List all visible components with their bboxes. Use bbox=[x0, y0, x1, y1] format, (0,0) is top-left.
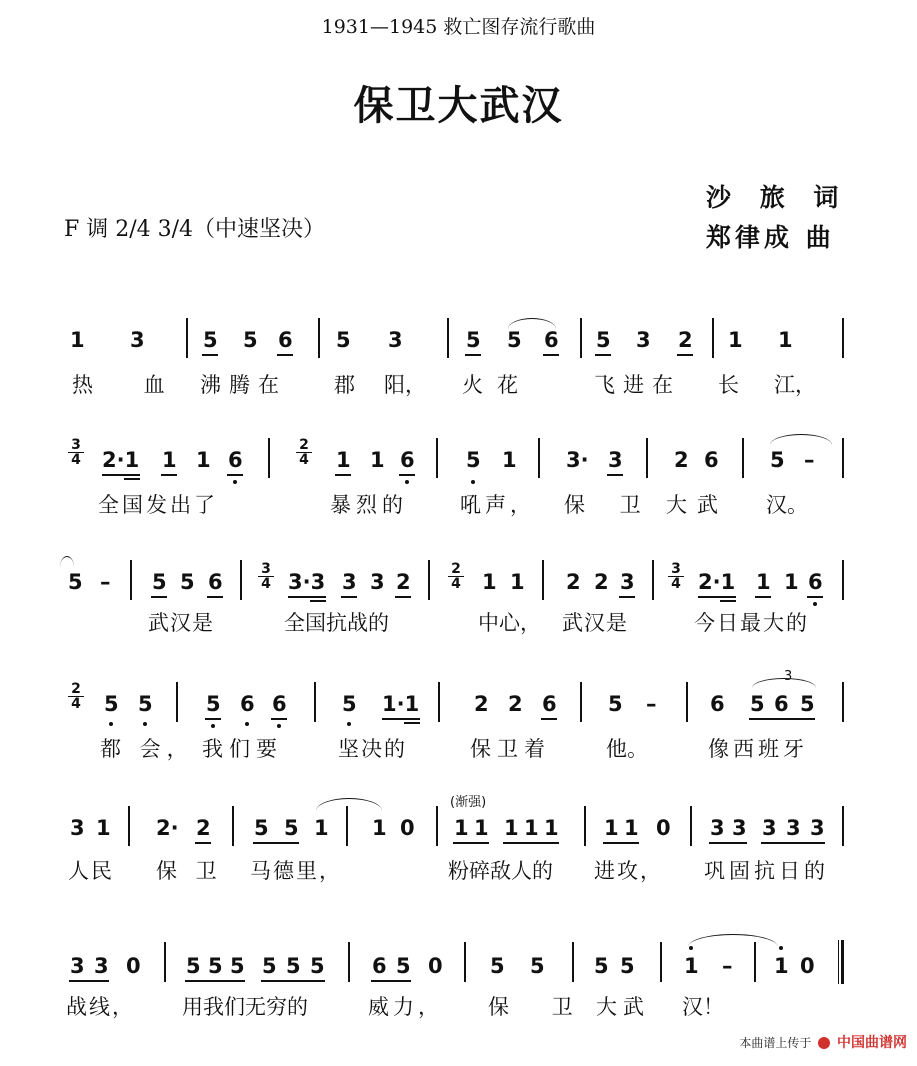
lyric: 人民 bbox=[68, 859, 114, 883]
note: 3 bbox=[70, 816, 85, 840]
lyric: 坚决的 bbox=[338, 737, 407, 761]
lyric: 今日最大的 bbox=[694, 611, 809, 635]
note: 0 bbox=[656, 816, 671, 840]
low-octave-dot bbox=[471, 480, 475, 484]
note: 3 bbox=[70, 954, 85, 978]
footer-watermark bbox=[739, 1032, 907, 1052]
underline bbox=[465, 354, 481, 356]
note: 1 bbox=[314, 816, 329, 840]
note: 1 bbox=[684, 954, 699, 978]
note: 3 bbox=[608, 448, 623, 472]
lyric: 飞进在 bbox=[594, 373, 681, 397]
note: 6 bbox=[240, 692, 255, 716]
note: 1 bbox=[96, 816, 111, 840]
triplet-mark: 3 bbox=[784, 669, 793, 684]
note: 3 bbox=[370, 570, 385, 594]
underline bbox=[253, 842, 299, 844]
bar-line bbox=[660, 942, 662, 982]
lyric: 他。 bbox=[606, 737, 648, 761]
note: 2 bbox=[566, 570, 581, 594]
bar-line bbox=[754, 942, 756, 982]
note: 6 bbox=[544, 328, 559, 352]
note: 5 bbox=[342, 692, 357, 716]
staff-line-6 bbox=[0, 930, 917, 1030]
note: 5 bbox=[286, 954, 301, 978]
bar-line bbox=[164, 942, 166, 982]
bar-line bbox=[584, 806, 586, 846]
lyric: 暴烈的 bbox=[330, 493, 408, 517]
note: 5 bbox=[230, 954, 245, 978]
underline bbox=[595, 354, 611, 356]
note: 6 bbox=[774, 692, 789, 716]
note: 6 bbox=[400, 448, 415, 472]
underline bbox=[288, 596, 326, 598]
low-octave-dot bbox=[143, 722, 147, 726]
lyric: 战线， bbox=[66, 995, 135, 1019]
lyric: 进攻， bbox=[594, 859, 663, 883]
underline bbox=[619, 596, 635, 598]
underline bbox=[277, 354, 293, 356]
underline bbox=[207, 596, 223, 598]
bar-line bbox=[428, 560, 430, 600]
note: 5 bbox=[310, 954, 325, 978]
note: 6 bbox=[542, 692, 557, 716]
underline bbox=[382, 718, 420, 720]
underline bbox=[541, 718, 557, 720]
note: 5 bbox=[138, 692, 153, 716]
staff-line-2 bbox=[0, 432, 917, 522]
note: 5 bbox=[186, 954, 201, 978]
note: 6 bbox=[372, 954, 387, 978]
note: 3 bbox=[94, 954, 109, 978]
lyric: 汉！ bbox=[682, 995, 724, 1019]
note: 2· bbox=[156, 816, 179, 840]
time-signature: 2 4 bbox=[296, 438, 312, 467]
note: 2 bbox=[594, 570, 609, 594]
underline bbox=[341, 596, 357, 598]
final-bar-line bbox=[838, 940, 844, 984]
site-name: 中国曲谱网 bbox=[837, 1035, 907, 1051]
note: 1 bbox=[756, 570, 771, 594]
lyric: 巩固抗日的 bbox=[704, 859, 829, 883]
underline bbox=[453, 842, 489, 844]
underline bbox=[709, 842, 747, 844]
lyric: 大武 bbox=[596, 995, 650, 1019]
bar-line bbox=[447, 318, 449, 358]
lyric: 全国发出了 bbox=[98, 493, 218, 517]
bar-line bbox=[842, 438, 844, 478]
time-signature: 2 4 bbox=[448, 562, 464, 591]
lyric: 像西班牙 bbox=[708, 737, 808, 761]
underline bbox=[503, 842, 559, 844]
time-signature: 3 4 bbox=[68, 438, 84, 467]
note: 1 bbox=[370, 448, 385, 472]
note: 5 bbox=[800, 692, 815, 716]
note: 6 bbox=[808, 570, 823, 594]
underline bbox=[335, 474, 351, 476]
lyric: 吼声， bbox=[460, 493, 535, 517]
note: 3 bbox=[130, 328, 145, 352]
note: 2 bbox=[474, 692, 489, 716]
song-title: 保卫大武汉 bbox=[353, 82, 564, 129]
staff-line-4 bbox=[0, 669, 917, 766]
bar-line bbox=[572, 942, 574, 982]
triplet-bracket bbox=[752, 678, 816, 688]
note: 5 bbox=[507, 328, 522, 352]
bar-line bbox=[712, 318, 714, 358]
bar-line bbox=[646, 438, 648, 478]
underline bbox=[371, 980, 411, 982]
underline bbox=[399, 474, 415, 476]
note: 5 bbox=[466, 448, 481, 472]
underline bbox=[395, 596, 411, 598]
underline bbox=[749, 718, 815, 720]
lyric: 保 卫 bbox=[564, 493, 655, 517]
note: 6 bbox=[710, 692, 725, 716]
note: 0 bbox=[800, 954, 815, 978]
bar-line bbox=[346, 806, 348, 846]
note: 5 bbox=[770, 448, 785, 472]
underline bbox=[185, 980, 245, 982]
underline bbox=[761, 842, 825, 844]
note: 5 bbox=[466, 328, 481, 352]
note: 3 bbox=[388, 328, 403, 352]
underline bbox=[195, 842, 211, 844]
lyric: 大武 bbox=[666, 493, 728, 517]
bar-line bbox=[436, 438, 438, 478]
note: 1 bbox=[70, 328, 85, 352]
lyric: 马德里， bbox=[250, 859, 342, 883]
note: 1 bbox=[774, 954, 789, 978]
note: 5 bbox=[396, 954, 411, 978]
note: 5 bbox=[284, 816, 299, 840]
lyricist-credit: 沙 旅 词 bbox=[706, 183, 849, 212]
low-octave-dot bbox=[813, 602, 817, 606]
note: 1 bbox=[504, 816, 519, 840]
note: 5 bbox=[620, 954, 635, 978]
note: 5 bbox=[203, 328, 218, 352]
underline bbox=[205, 718, 221, 720]
note: 1 bbox=[510, 570, 525, 594]
lyric: 火花 bbox=[462, 373, 532, 397]
bar-line bbox=[176, 682, 178, 722]
low-octave-dot bbox=[347, 722, 351, 726]
low-octave-dot bbox=[233, 480, 237, 484]
note: 2 bbox=[396, 570, 411, 594]
note: 5 bbox=[208, 954, 223, 978]
bar-line bbox=[652, 560, 654, 600]
note: 3 bbox=[786, 816, 801, 840]
note: 5 bbox=[594, 954, 609, 978]
tie bbox=[688, 934, 778, 947]
lyric: 汉。 bbox=[766, 493, 808, 517]
note: 2 bbox=[196, 816, 211, 840]
bar-line bbox=[438, 682, 440, 722]
bar-line bbox=[240, 560, 242, 600]
note: 0 bbox=[400, 816, 415, 840]
tie bbox=[770, 434, 832, 445]
bar-line bbox=[742, 438, 744, 478]
site-logo-icon bbox=[818, 1037, 830, 1049]
lyric: 武汉是 bbox=[148, 611, 214, 635]
underline bbox=[677, 354, 693, 356]
lyric: 保卫着 bbox=[470, 737, 551, 761]
note: 1 bbox=[372, 816, 387, 840]
dash: – bbox=[722, 954, 733, 978]
note: 1 bbox=[482, 570, 497, 594]
lyric: 保 卫 bbox=[488, 995, 591, 1019]
staff-line-3 bbox=[0, 556, 917, 646]
bar-line bbox=[128, 806, 130, 846]
time-signature: 3 4 bbox=[668, 562, 684, 591]
slur bbox=[508, 318, 556, 329]
note: 0 bbox=[126, 954, 141, 978]
note: 2·1 bbox=[102, 448, 140, 472]
note: 6 bbox=[272, 692, 287, 716]
note: 6 bbox=[278, 328, 293, 352]
low-octave-dot bbox=[109, 722, 113, 726]
bar-line bbox=[186, 318, 188, 358]
low-octave-dot bbox=[245, 722, 249, 726]
underline bbox=[151, 596, 167, 598]
time-signature: 3 4 bbox=[258, 562, 274, 591]
lyric: 长 bbox=[718, 373, 739, 397]
note: 3· bbox=[566, 448, 589, 472]
upload-text: 本曲谱上传于 bbox=[739, 1036, 812, 1050]
bar-line bbox=[842, 318, 844, 358]
note: 1 bbox=[196, 448, 211, 472]
underline bbox=[271, 718, 287, 720]
composer-credit: 郑律成 曲 bbox=[706, 223, 835, 252]
underline bbox=[698, 596, 736, 598]
bar-line bbox=[686, 682, 688, 722]
note: 5 bbox=[608, 692, 623, 716]
note: 0 bbox=[428, 954, 443, 978]
lyric: 郡 bbox=[334, 373, 355, 397]
note: 2 bbox=[508, 692, 523, 716]
underline bbox=[261, 980, 325, 982]
note: 5 bbox=[490, 954, 505, 978]
bar-line bbox=[842, 682, 844, 722]
note: 1 bbox=[778, 328, 793, 352]
tie bbox=[316, 798, 382, 811]
note: 1 bbox=[624, 816, 639, 840]
note: 1 bbox=[604, 816, 619, 840]
bar-line bbox=[314, 682, 316, 722]
bar-line bbox=[580, 318, 582, 358]
underline bbox=[543, 354, 559, 356]
lyric: 粉碎敌人的 bbox=[448, 859, 553, 883]
note: 6 bbox=[208, 570, 223, 594]
time-signature: 2 4 bbox=[68, 682, 84, 711]
note: 5 bbox=[750, 692, 765, 716]
low-octave-dot bbox=[211, 724, 215, 728]
note: 5 bbox=[68, 570, 83, 594]
lyric: 沸腾在 bbox=[200, 373, 287, 397]
underline bbox=[161, 474, 177, 476]
underline bbox=[807, 596, 823, 598]
note: 6 bbox=[704, 448, 719, 472]
lyric: 阳， bbox=[384, 373, 426, 397]
dash: – bbox=[646, 692, 657, 716]
bar-line bbox=[538, 438, 540, 478]
note: 3 bbox=[732, 816, 747, 840]
note: 1 bbox=[162, 448, 177, 472]
lyric: 全国抗战的 bbox=[284, 611, 389, 635]
underline bbox=[102, 474, 140, 476]
note: 1 bbox=[474, 816, 489, 840]
bar-line bbox=[464, 942, 466, 982]
note: 1 bbox=[336, 448, 351, 472]
note: 1 bbox=[544, 816, 559, 840]
low-octave-dot bbox=[277, 724, 281, 728]
note: 5 bbox=[336, 328, 351, 352]
note: 3 bbox=[762, 816, 777, 840]
note: 3 bbox=[342, 570, 357, 594]
note: 2·1 bbox=[698, 570, 736, 594]
bar-line bbox=[318, 318, 320, 358]
note: 3 bbox=[620, 570, 635, 594]
tie bbox=[60, 556, 74, 567]
note: 6 bbox=[228, 448, 243, 472]
note: 1 bbox=[728, 328, 743, 352]
lyric: 都 会， bbox=[100, 737, 194, 761]
underline bbox=[69, 980, 109, 982]
staff-line-1 bbox=[0, 316, 917, 406]
lyric: 热 血 bbox=[72, 373, 187, 397]
lyric: 威力， bbox=[368, 995, 443, 1019]
bar-line bbox=[268, 438, 270, 478]
note: 5 bbox=[104, 692, 119, 716]
bar-line bbox=[580, 682, 582, 722]
underline bbox=[227, 474, 243, 476]
lyric: 保 卫 bbox=[156, 859, 223, 883]
bar-line bbox=[348, 942, 350, 982]
low-octave-dot bbox=[405, 480, 409, 484]
note: 5 bbox=[243, 328, 258, 352]
bar-line bbox=[130, 560, 132, 600]
bar-line bbox=[232, 806, 234, 846]
note: 5 bbox=[206, 692, 221, 716]
collection-title: 1931—1945 救亡图存流行歌曲 bbox=[321, 16, 596, 38]
dash: – bbox=[100, 570, 111, 594]
bar-line bbox=[542, 560, 544, 600]
note: 3 bbox=[710, 816, 725, 840]
note: 2 bbox=[674, 448, 689, 472]
note: 1·1 bbox=[382, 692, 420, 716]
underline bbox=[124, 478, 140, 480]
bar-line bbox=[690, 806, 692, 846]
bar-line bbox=[842, 806, 844, 846]
staff-line-5 bbox=[0, 796, 917, 886]
lyric: 我们要 bbox=[202, 737, 283, 761]
lyric: 中心， bbox=[478, 611, 541, 635]
note: 3·3 bbox=[288, 570, 326, 594]
dash: – bbox=[804, 448, 815, 472]
underline bbox=[720, 600, 736, 602]
underline bbox=[202, 354, 218, 356]
key-tempo-info: F 调 2/4 3/4（中速坚决） bbox=[64, 217, 326, 242]
bar-line bbox=[436, 806, 438, 846]
underline bbox=[603, 842, 639, 844]
note: 5 bbox=[596, 328, 611, 352]
note: 1 bbox=[454, 816, 469, 840]
underline bbox=[310, 600, 326, 602]
crescendo-mark: (渐强) bbox=[450, 795, 487, 810]
note: 3 bbox=[810, 816, 825, 840]
note: 1 bbox=[784, 570, 799, 594]
note: 5 bbox=[254, 816, 269, 840]
bar-line bbox=[842, 560, 844, 600]
note: 5 bbox=[262, 954, 277, 978]
underline bbox=[404, 722, 420, 724]
note: 5 bbox=[180, 570, 195, 594]
underline bbox=[755, 596, 771, 598]
note: 5 bbox=[152, 570, 167, 594]
note: 2 bbox=[678, 328, 693, 352]
high-octave-dot bbox=[779, 946, 783, 950]
lyric: 江， bbox=[774, 373, 816, 397]
note: 5 bbox=[530, 954, 545, 978]
note: 3 bbox=[636, 328, 651, 352]
lyric: 用我们无穷的 bbox=[182, 995, 308, 1019]
underline bbox=[607, 474, 623, 476]
note: 1 bbox=[502, 448, 517, 472]
lyric: 武汉是 bbox=[562, 611, 628, 635]
note: 1 bbox=[524, 816, 539, 840]
